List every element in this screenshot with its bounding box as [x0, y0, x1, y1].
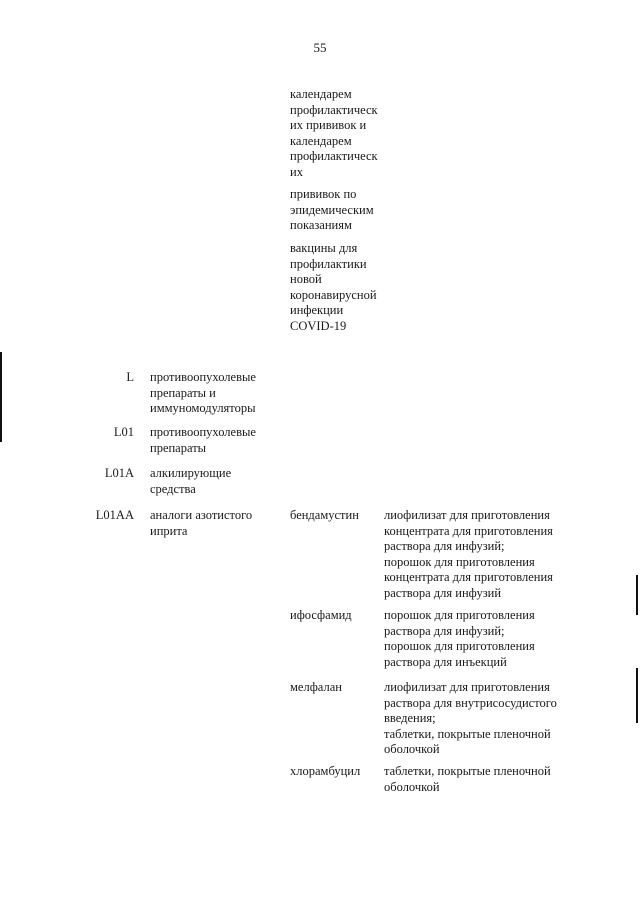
text-line: концентрата для приготовления: [384, 523, 553, 538]
text-line: новой: [290, 272, 322, 287]
dosage-forms: [384, 764, 570, 795]
text-line: порошок для приготовления: [384, 639, 535, 654]
text-line: средства: [150, 481, 196, 496]
text-line: концентрата для приготовления: [384, 570, 553, 585]
continuation-text-1: [290, 87, 388, 181]
dosage-forms: [384, 508, 570, 602]
text-line: алкилирующие: [150, 466, 232, 480]
dosage-forms: [384, 608, 570, 670]
drug-name: хлорамбуцил: [290, 764, 361, 778]
text-line: прививок по: [290, 187, 357, 201]
text-line: лиофилизат для приготовления: [384, 680, 550, 694]
text-line: порошок для приготовления: [384, 554, 535, 569]
text-line: профилактическ: [290, 102, 378, 117]
text-line: иприта: [150, 523, 188, 538]
text-line: профилактики: [290, 256, 367, 271]
text-line: COVID-19: [290, 318, 347, 333]
text-line: раствора для инфузий: [384, 585, 502, 600]
text-line: противоопухолевые: [150, 370, 256, 384]
atc-code: L: [126, 370, 134, 384]
page-number: 55: [313, 40, 327, 55]
atc-group: [150, 370, 275, 417]
text-line: таблетки, покрытые пленочной: [384, 726, 551, 741]
scan-edge-mark-right: [636, 575, 638, 615]
drug-name: бендамустин: [290, 508, 359, 522]
continuation-text-3: [290, 241, 388, 335]
text-line: порошок для приготовления: [384, 608, 535, 622]
text-line: препараты и: [150, 385, 216, 400]
text-line: календарем: [290, 133, 352, 148]
atc-code: L01AA: [95, 508, 134, 522]
atc-code: L01: [113, 425, 134, 439]
text-line: противоопухолевые: [150, 425, 256, 439]
text-line: их прививок и: [290, 118, 367, 133]
text-line: раствора для внутрисосудистого: [384, 695, 557, 710]
text-line: показаниям: [290, 218, 352, 233]
text-line: раствора для инфузий;: [384, 539, 505, 554]
text-line: введения;: [384, 711, 436, 726]
text-line: эпидемическим: [290, 202, 374, 217]
text-line: календарем: [290, 87, 352, 101]
dosage-forms: [384, 680, 570, 758]
text-line: раствора для инфузий;: [384, 623, 505, 638]
continuation-text-2: [290, 187, 388, 234]
text-line: вакцины для: [290, 241, 358, 255]
text-line: инфекции: [290, 303, 344, 318]
atc-group: [150, 466, 275, 497]
drug-name: ифосфамид: [290, 608, 352, 622]
text-line: иммуномодуляторы: [150, 401, 256, 416]
atc-group: [150, 425, 275, 456]
scan-edge-mark-right: [636, 668, 638, 723]
text-line: раствора для инъекций: [384, 654, 507, 669]
text-line: лиофилизат для приготовления: [384, 508, 550, 522]
text-line: аналоги азотистого: [150, 508, 253, 522]
text-line: оболочкой: [384, 742, 440, 757]
drug-name: мелфалан: [290, 680, 342, 694]
text-line: профилактическ: [290, 149, 378, 164]
text-line: таблетки, покрытые пленочной: [384, 764, 551, 778]
text-line: препараты: [150, 440, 207, 455]
scan-edge-mark-left: [0, 352, 2, 442]
text-line: оболочкой: [384, 779, 440, 794]
text-line: их: [290, 164, 303, 179]
atc-code: L01A: [104, 466, 134, 480]
text-line: коронавирусной: [290, 287, 377, 302]
atc-group: [150, 508, 275, 539]
